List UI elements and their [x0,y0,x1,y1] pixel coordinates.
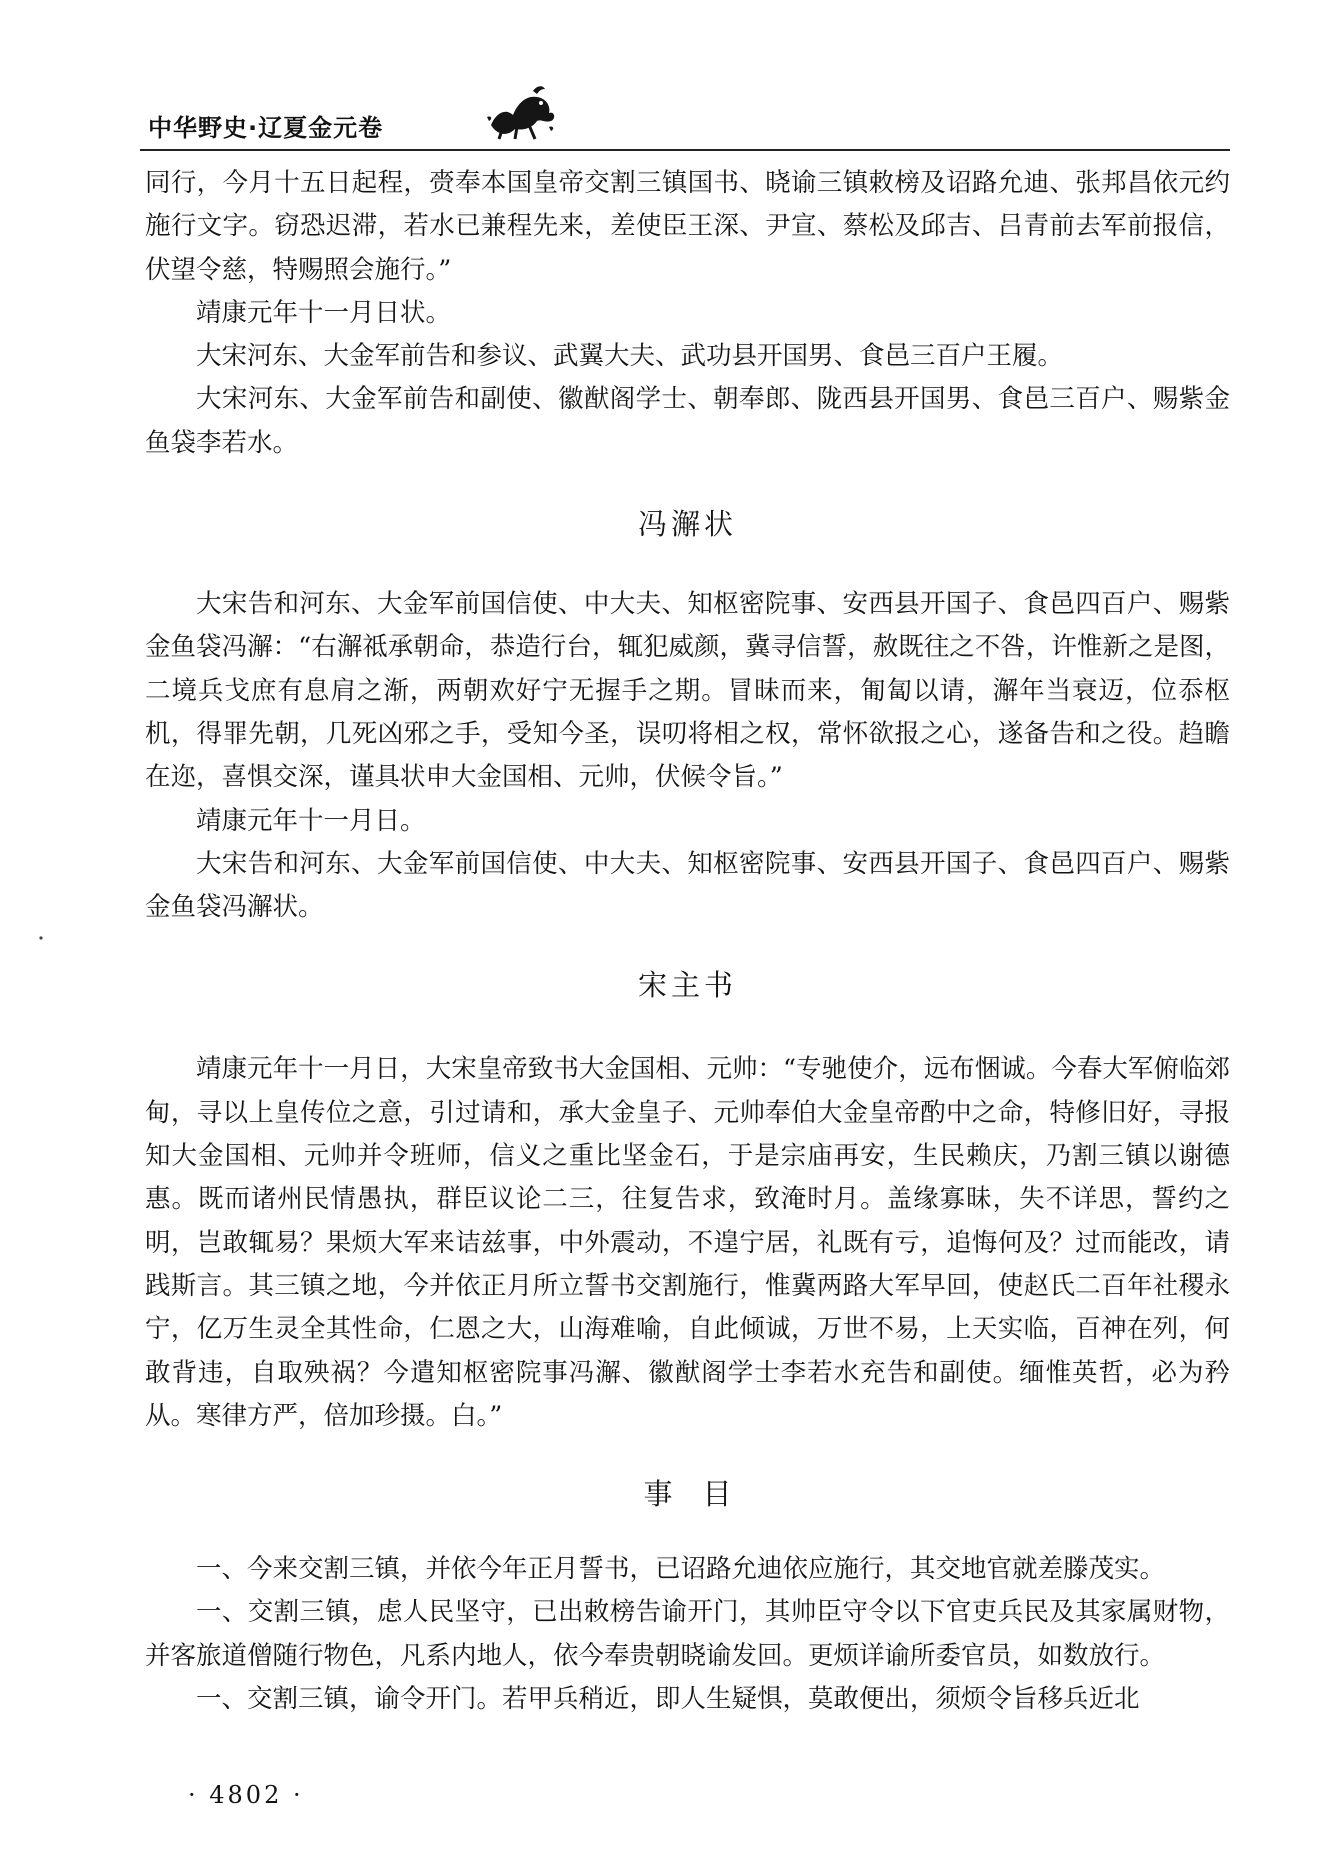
paragraph: 同行，今月十五日起程，赍奉本国皇帝交割三镇国书、晓谕三镇敕榜及诏路允迪、张邦昌依元约施行文字。窃恐迟滞，若水已兼程先来，差使臣王深、尹宣、蔡松及邱吉、吕青前去军前报信，伏望令慈，特赐照会施行。” [145,168,1230,285]
running-head-title: 中华野史·辽夏金元卷 [148,114,384,142]
paragraph: 靖康元年十一月日状。 [196,297,452,328]
page-number: · 4802 · [188,1781,304,1809]
paragraph: 大宋告和河东、大金军前国信使、中大夫、知枢密院事、安西县开国子、食邑四百户、赐紫金鱼袋冯澥状。 [145,848,1230,923]
paragraph: 一、今来交割三镇，并依今年正月誓书，已诏路允迪依应施行，其交地官就差滕茂实。 [196,1554,1166,1585]
paragraph: 一、交割三镇，虑人民坚守，已出敕榜告谕开门，其帅臣守令以下官吏兵民及其家属财物，并客旅道僧随行物色，凡系内地人，依今奉贵朝晓谕发回。更烦详谕所委官员，如数放行。 [145,1597,1230,1671]
running-head [140,103,1230,151]
paragraph: 靖康元年十一月日，大宋皇帝致书大金国相、元帅：“专驰使介，远布悃诚。今春大军俯临郊甸，寻以上皇传位之意，引过请和，承大金皇子、元帅奉伯大金皇帝酌中之命，特修旧好，寻报知大金国相、元帅并令班师，信义之重比坚金石，于是宗庙再安，生民赖庆，乃割三镇以谢德惠。既而诸州民情愚执，群臣议论二三，往复告求，致淹时月。盖缘寡昧，失不详思，誓约之明，岂敢辄易？果烦大军来诘兹事，中外震动，不遑宁居，礼既有亏，追悔何及？过而能改，请践斯言。其三镇之地，今并依正月所立誓书交割施行，惟冀两路大军早回，使赵氏二百年社稷永宁，亿万生灵全其性命，仁恩之大，山海难喻，自此倾诚，万世不易，上天实临，百神在列，何敢背违，自取殃祸？今遣知枢密院事冯澥、徽猷阁学士李若水充告和副使。缅惟英哲，必为矜从。寒律方严，倍加珍摄。白。” [145,1054,1230,1431]
paragraph: 大宋河东、大金军前告和副使、徽猷阁学士、朝奉郎、陇西县开国男、食邑三百户、赐紫金鱼袋李若水。 [145,384,1230,458]
section-heading: 冯澥状 [637,507,737,542]
section-heading: 事目 [643,1477,762,1512]
dragon-ornament-icon [485,81,557,141]
header-rule [140,149,1230,151]
paragraph: 大宋河东、大金军前告和参议、武翼大夫、武功县开国男、食邑三百户王履。 [196,341,1064,372]
section-heading: 宋主书 [637,968,737,1003]
paragraph: 大宋告和河东、大金军前国信使、中大夫、知枢密院事、安西县开国子、食邑四百户、赐紫金鱼袋冯澥：“右澥祗承朝命，恭造行台，辄犯威颜，冀寻信誓，赦既往之不咎，许惟新之是图，二境兵戈庶有息肩之渐，两朝欢好宁无握手之期。冒昧而来，匍匐以请，澥年当衰迈，位忝枢机，得罪先朝，几死凶邪之手，受知今圣，误叨将相之权，常怀欲报之心，遂备告和之役。趋瞻在迩，喜惧交深，谨具状申大金国相、元帅，伏候令旨。” [145,589,1230,793]
paragraph: 一、交割三镇，谕令开门。若甲兵稍近，即人生疑惧，莫敢便出，须烦令旨移兵近北 [196,1684,1140,1715]
body-text [145,162,1230,1721]
paragraph: 靖康元年十一月日。 [196,805,426,836]
scan-speck [38,935,46,943]
